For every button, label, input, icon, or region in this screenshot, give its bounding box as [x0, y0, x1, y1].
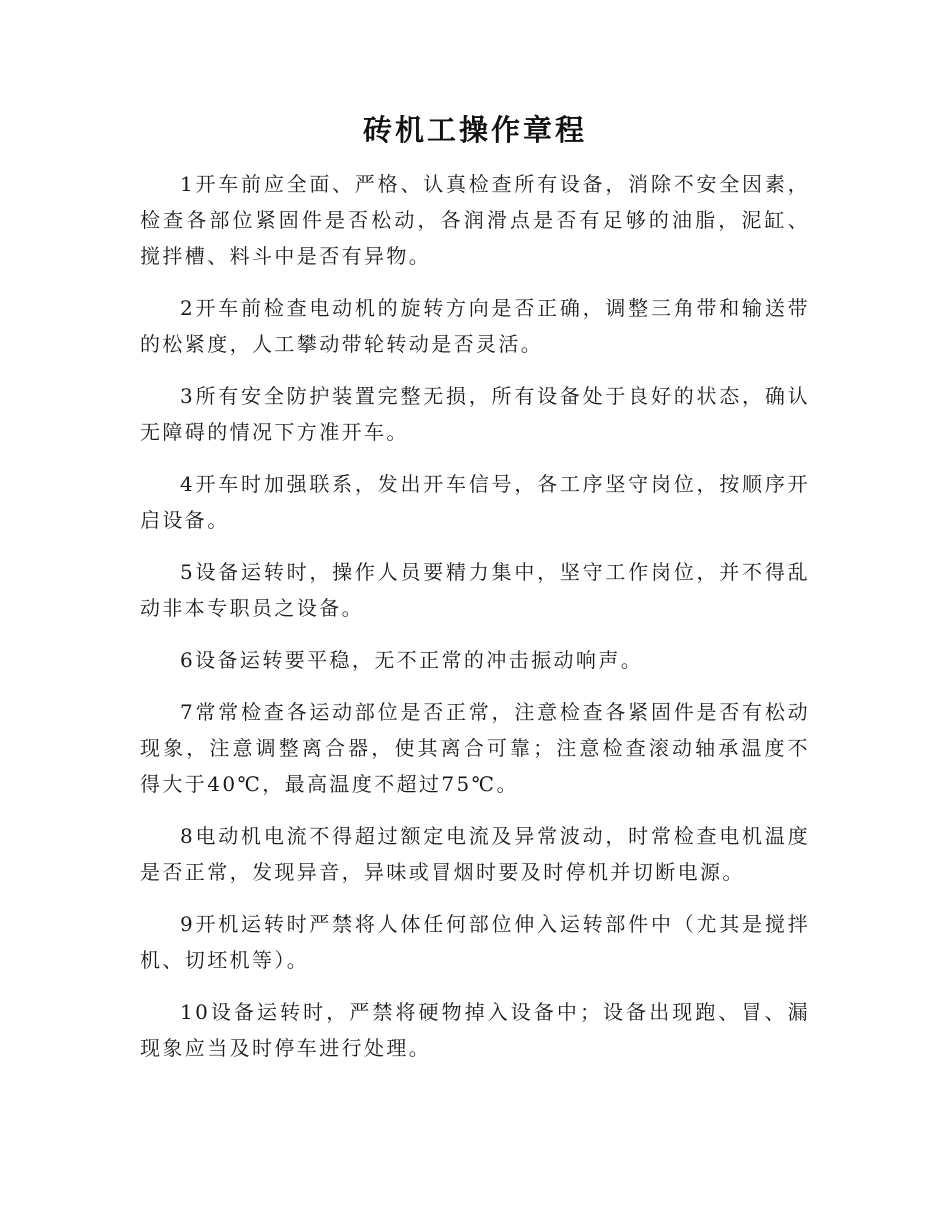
- paragraph-1: 1开车前应全面、严格、认真检查所有设备，消除不安全因素，检查各部位紧固件是否松动，各润滑点是否有足够的油脂，泥缸、搅拌槽、料斗中是否有异物。: [140, 172, 810, 268]
- paragraph-2: 2开车前检查电动机的旋转方向是否正确，调整三角带和输送带的松紧度，人工攀动带轮转动是否灵活。: [140, 296, 810, 356]
- paragraph-10: 10设备运转时，严禁将硬物掉入设备中；设备出现跑、冒、漏现象应当及时停车进行处理。: [140, 1000, 810, 1060]
- paragraph-7: 7常常检查各运动部位是否正常，注意检查各紧固件是否有松动现象，注意调整离合器，使其离合可靠；注意检查滚动轴承温度不得大于40℃，最高温度不超过75℃。: [140, 700, 810, 796]
- paragraph-5: 5设备运转时，操作人员要精力集中，坚守工作岗位，并不得乱动非本专职员之设备。: [140, 560, 810, 620]
- paragraph-6: 6设备运转要平稳，无不正常的冲击振动响声。: [180, 648, 644, 672]
- document-body: [140, 166, 810, 1082]
- paragraph-4: 4开车时加强联系，发出开车信号，各工序坚守岗位，按顺序开启设备。: [140, 472, 810, 532]
- paragraph-9: 9开机运转时严禁将人体任何部位伸入运转部件中（尤其是搅拌机、切坯机等）。: [140, 912, 810, 972]
- paragraph-3: 3所有安全防护装置完整无损，所有设备处于良好的状态，确认无障碍的情况下方准开车。: [140, 384, 810, 444]
- document-title: 砖机工操作章程: [362, 113, 587, 147]
- paragraph-8: 8电动机电流不得超过额定电流及异常波动，时常检查电机温度是否正常，发现异音，异味或冒烟时要及时停机并切断电源。: [140, 824, 810, 884]
